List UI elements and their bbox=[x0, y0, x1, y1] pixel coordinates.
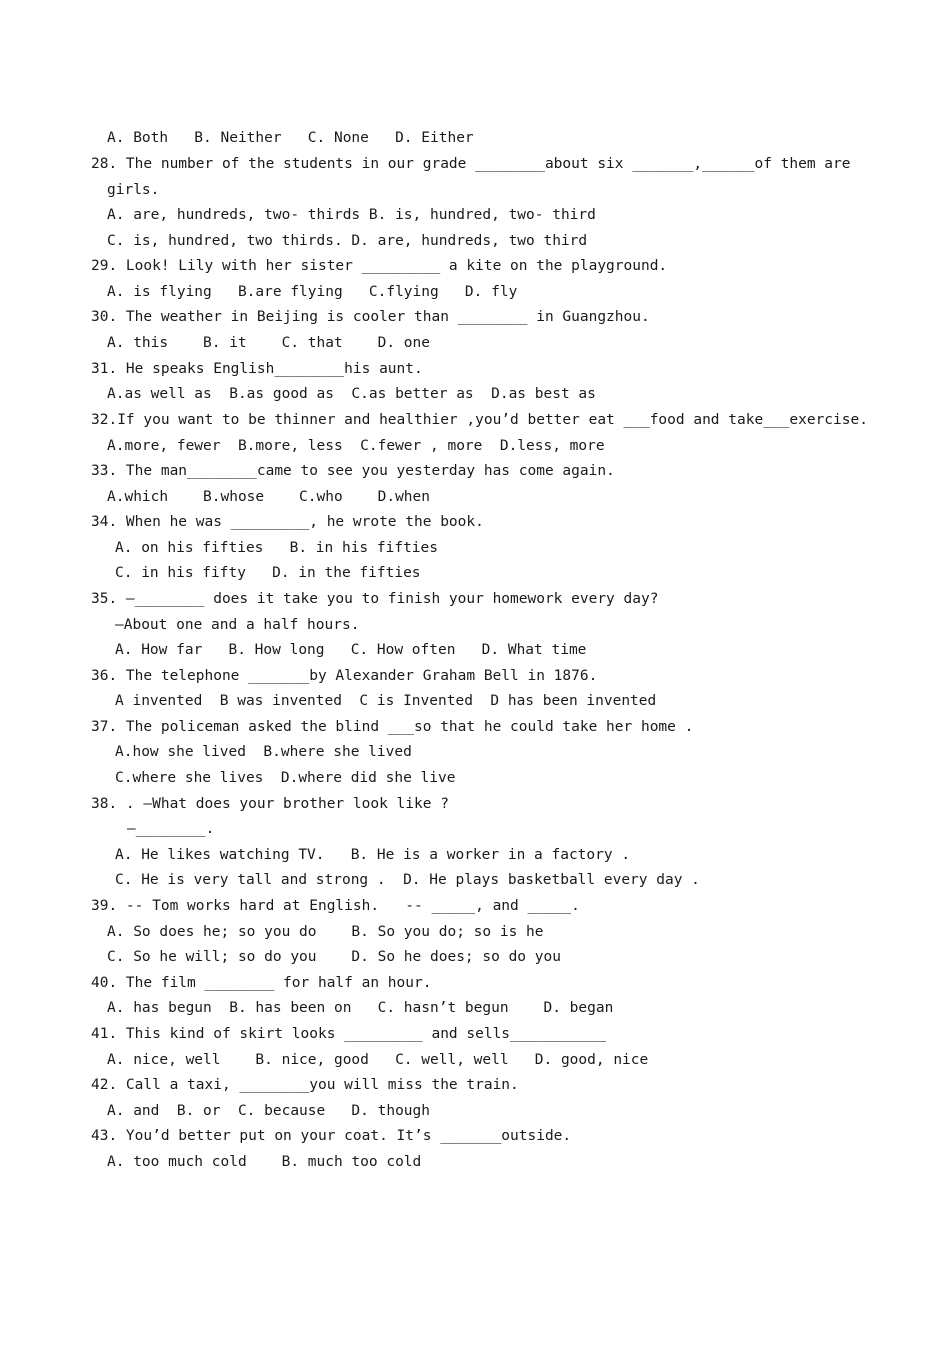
q38-options-cd: C. He is very tall and strong . D. He plays basketball every day . bbox=[115, 872, 700, 888]
q29-stem: 29. Look! Lily with her sister _________ a kite on the playground. bbox=[91, 258, 668, 274]
q41-stem: 41. This kind of skirt looks _________ and sells___________ bbox=[91, 1026, 607, 1042]
q30-stem: 30. The weather in Beijing is cooler than ________ in Guangzhou. bbox=[91, 309, 650, 325]
q42-options: A. and B. or C. because D. though bbox=[107, 1103, 431, 1119]
q28-stem-cont: girls. bbox=[107, 182, 160, 198]
q30-options: A. this B. it C. that D. one bbox=[107, 335, 431, 351]
q43-options: A. too much cold B. much too cold bbox=[107, 1154, 422, 1170]
q28-options-ab: A. are, hundreds, two- thirds B. is, hundred, two- third bbox=[107, 207, 596, 223]
q28-options-cd: C. is, hundred, two thirds. D. are, hundreds, two third bbox=[107, 233, 588, 249]
q34-stem: 34. When he was _________, he wrote the book. bbox=[91, 514, 484, 530]
q40-stem: 40. The film ________ for half an hour. bbox=[91, 975, 432, 991]
q36-options: A invented B was invented C is Invented D has been invented bbox=[115, 693, 657, 709]
q35-options: A. How far B. How long C. How often D. What time bbox=[115, 642, 587, 658]
q38-stem: 38. . –What does your brother look like ? bbox=[91, 796, 449, 812]
q33-stem: 33. The man________came to see you yesterday has come again. bbox=[91, 463, 615, 479]
q31-options: A.as well as B.as good as C.as better as D.as best as bbox=[107, 386, 596, 402]
q38-answer-line: –________. bbox=[127, 821, 215, 837]
q32-options: A.more, fewer B.more, less C.fewer , more D.less, more bbox=[107, 438, 605, 454]
q37-options-cd: C.where she lives D.where did she live bbox=[115, 770, 456, 786]
q39-stem: 39. -- Tom works hard at English. -- _____, and _____. bbox=[91, 898, 580, 914]
q42-stem: 42. Call a taxi, ________you will miss the train. bbox=[91, 1077, 519, 1093]
q37-options-ab: A.how she lived B.where she lived bbox=[115, 744, 412, 760]
q32-stem: 32.If you want to be thinner and healthier ,you’d better eat ___food and take___exercise. bbox=[91, 412, 868, 428]
q36-stem: 36. The telephone _______by Alexander Graham Bell in 1876. bbox=[91, 668, 598, 684]
q43-stem: 43. You’d better put on your coat. It’s _______outside. bbox=[91, 1128, 572, 1144]
q31-stem: 31. He speaks English________his aunt. bbox=[91, 361, 423, 377]
q33-options: A.which B.whose C.who D.when bbox=[107, 489, 431, 505]
q39-options-ab: A. So does he; so you do B. So you do; so is he bbox=[107, 924, 544, 940]
q35-answer-line: —About one and a half hours. bbox=[115, 617, 360, 633]
q39-options-cd: C. So he will; so do you D. So he does; so do you bbox=[107, 949, 561, 965]
q27-options: A. Both B. Neither C. None D. Either bbox=[107, 130, 474, 146]
q28-stem: 28. The number of the students in our grade ________about six _______,______of them are bbox=[91, 156, 851, 172]
q35-stem: 35. —________ does it take you to finish your homework every day? bbox=[91, 591, 659, 607]
q29-options: A. is flying B.are flying C.flying D. fly bbox=[107, 284, 518, 300]
q41-options: A. nice, well B. nice, good C. well, well D. good, nice bbox=[107, 1052, 649, 1068]
q38-options-ab: A. He likes watching TV. B. He is a worker in a factory . bbox=[115, 847, 631, 863]
q34-options-cd: C. in his fifty D. in the fifties bbox=[115, 565, 421, 581]
q37-stem: 37. The policeman asked the blind ___so that he could take her home . bbox=[91, 719, 694, 735]
q40-options: A. has begun B. has been on C. hasn’t begun D. began bbox=[107, 1000, 614, 1016]
q34-options-ab: A. on his fifties B. in his fifties bbox=[115, 540, 439, 556]
